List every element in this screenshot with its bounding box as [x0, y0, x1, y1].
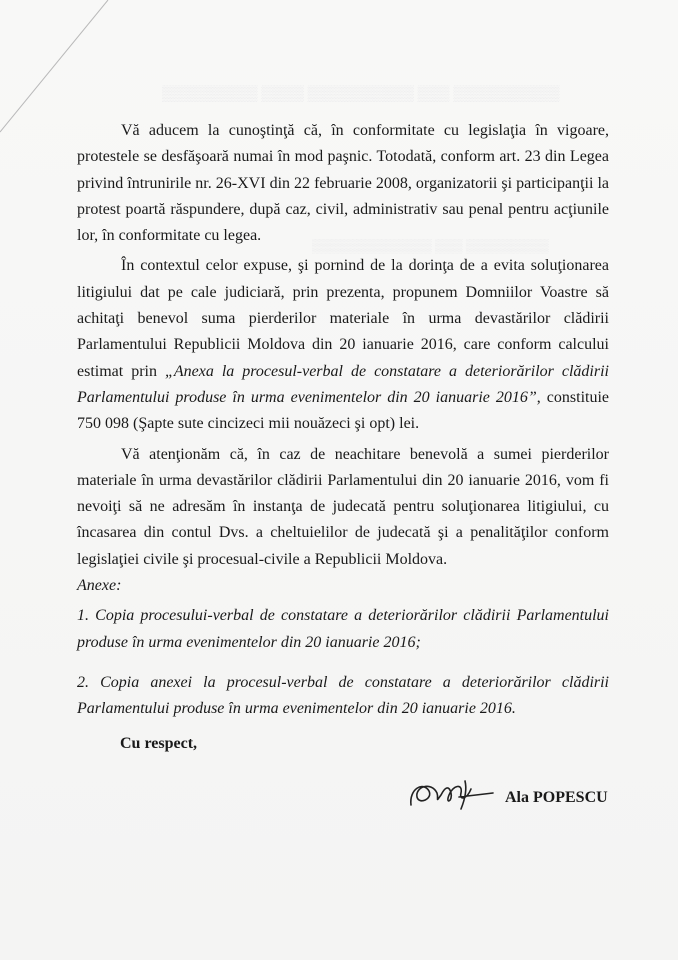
- closing-salutation: Cu respect,: [120, 735, 198, 752]
- anexe-label: Anexe:: [77, 577, 122, 595]
- anexe-item: 1. Copia procesului-verbal de constatare a deteriorărilor clădirii Parlamentului produse în urma evenimentelor din 20 ianuarie 2016;: [77, 607, 609, 651]
- paragraph-2-start: În contextul celor expuse, şi pornind de la dorinţa de a evita soluţionarea litigiului dat pe cale judiciară, prin prezenta, propunem Domniilor Voastre să achitaţi benevol suma pierderilor materiale în urma devastărilor clădirii Parlamentului Republicii Moldova din 20 ianuarie 2016, care conform calcului estimat prin: [77, 257, 609, 380]
- paragraph-2-end: , constituie 750 098 (Şapte sute cincizeci mii nouăzeci şi opt) lei.: [77, 388, 610, 433]
- signer-name: Ala POPESCU: [505, 789, 608, 806]
- paragraph-2-annex-reference: „Anexa la procesul-verbal de constatare a deteriorărilor clădirii Parlamentului produse în urma evenimentelor din 20 ianuarie 2016”: [77, 362, 609, 406]
- paragraph-1: Vă aducem la cunoştinţă că, în conformitate cu legislaţia în vigoare, protestele se desfăşoară numai în mod paşnic. Totodată, conform art. 23 din Legea privind întrunirile nr. 26-XVI din 22 februarie 2008, organizatorii şi participanţii la protest poartă răspundere, după caz, civil, administrativ sau penal pentru acţiunile lor, în conformitate cu legea.: [77, 122, 609, 245]
- signature-image: [405, 775, 495, 815]
- paragraph-3: Vă atenţionăm că, în caz de neachitare benevolă a sumei pierderilor materiale în urma devastărilor clădirii Parlamentului din 20 ianuarie 2016, vom fi nevoiţi să ne adresăm în instanţa de judecată pentru soluţionarea litigiului, cu încasarea din contul Dvs. a cheltuielilor de judecată şi a penalităţilor conform legislaţiei civile şi procesual-civile a Republicii Moldova.: [77, 445, 609, 568]
- bleed-through-line: ▒▒▒▒▒▒▒▒▒▒▒▒▒ ▒▒▒ ▒▒▒▒▒▒▒▒▒: [312, 238, 549, 253]
- anexe-item: 2. Copia anexei la procesul-verbal de constatare a deteriorărilor clădirii Parlamentului produse în urma evenimentelor din 20 ianuarie 2016.: [77, 673, 609, 718]
- bleed-through-header: ▒▒▒▒▒▒▒▒▒ ▒▒▒▒ ▒▒▒▒▒▒▒▒▒▒ ▒▒▒ ▒▒▒▒▒▒▒▒▒▒: [162, 86, 560, 102]
- letter-body: [77, 118, 609, 723]
- paragraph-2: [77, 253, 609, 437]
